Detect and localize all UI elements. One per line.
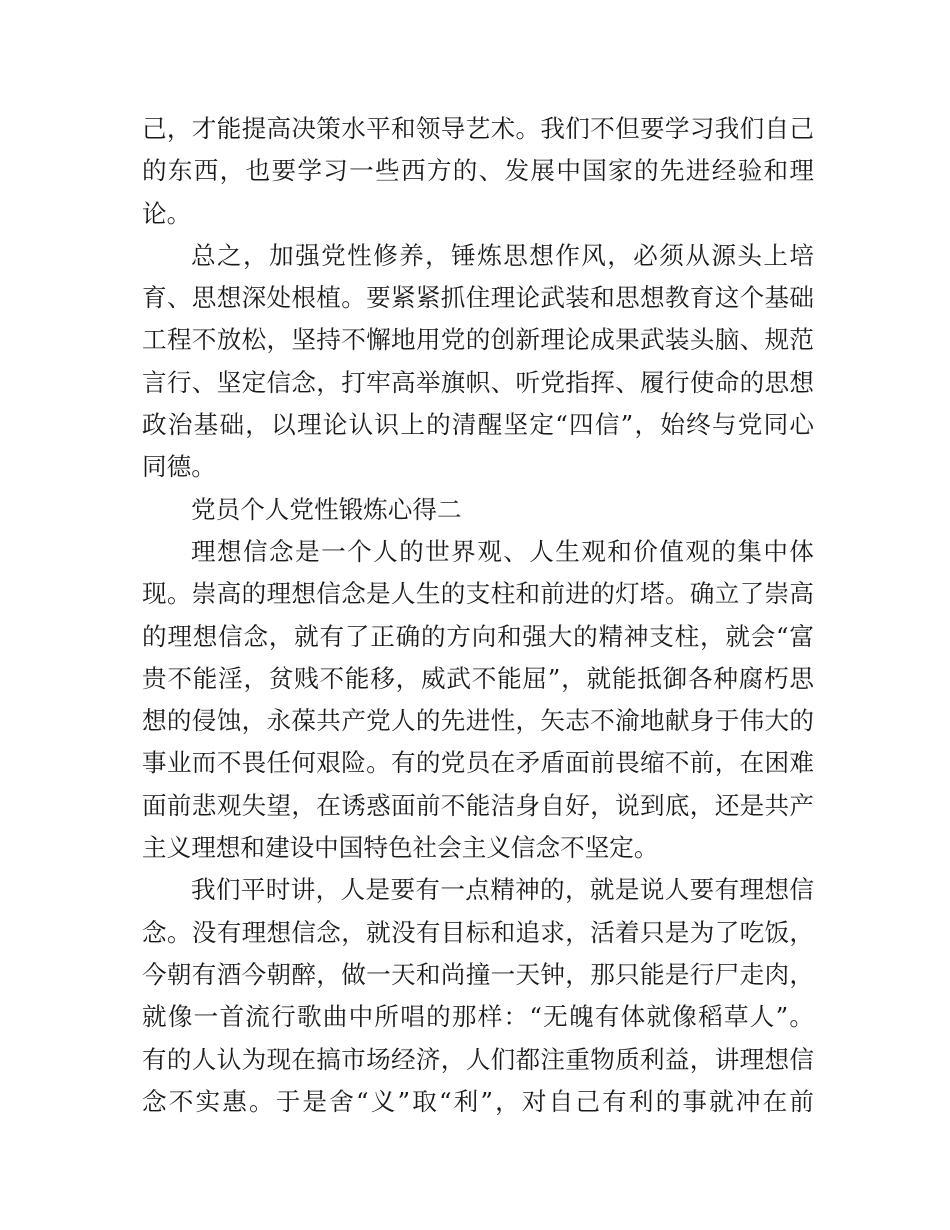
text-line: 念。没有理想信念，就没有目标和追求，活着只是为了吃饭， xyxy=(142,917,814,947)
text-line: 念不实惠。于是舍“义”取“利”，对自己有利的事就冲在前 xyxy=(142,1086,814,1116)
paragraph-start-line: 理想信念是一个人的世界观、人生观和价值观的集中体 xyxy=(191,536,814,566)
paragraph-start-line: 总之，加强党性修养，锤炼思想作风，必须从源头上培 xyxy=(191,240,814,270)
text-line: 的理想信念，就有了正确的方向和强大的精神支柱，就会“富 xyxy=(142,621,814,651)
text-line: 现。崇高的理想信念是人生的支柱和前进的灯塔。确立了崇高 xyxy=(142,579,814,609)
text-line: 贵不能淫，贫贱不能移，威武不能屈”，就能抵御各种腐朽思 xyxy=(142,663,814,693)
text-line: 主义理想和建设中国特色社会主义信念不坚定。 xyxy=(142,833,659,863)
text-line: 论。 xyxy=(142,198,192,228)
text-line: 己，才能提高决策水平和领导艺术。我们不但要学习我们自己 xyxy=(142,114,814,143)
text-line: 有的人认为现在搞市场经济，人们都注重物质利益，讲理想信 xyxy=(142,1044,814,1074)
text-line: 育、思想深处根植。要紧紧抓住理论武装和思想教育这个基础 xyxy=(142,283,814,313)
text-line: 就像一首流行歌曲中所唱的那样：“无魄有体就像稻草人”。 xyxy=(142,1002,814,1032)
text-line: 今朝有酒今朝醉，做一天和尚撞一天钟，那只能是行尸走肉， xyxy=(142,959,814,989)
text-line: 同德。 xyxy=(142,452,216,482)
document-body xyxy=(142,108,814,1123)
text-line: 政治基础，以理论认识上的清醒坚定“四信”，始终与党同心 xyxy=(142,410,814,440)
text-line: 面前悲观失望，在诱惑面前不能洁身自好，说到底，还是共产 xyxy=(142,790,814,820)
paragraph-start-line: 我们平时讲，人是要有一点精神的，就是说人要有理想信 xyxy=(191,875,814,905)
text-line: 工程不放松，坚持不懈地用党的创新理论成果武装头脑、规范 xyxy=(142,325,814,355)
text-line: 想的侵蚀，永葆共产党人的先进性，矢志不渝地献身于伟大的 xyxy=(142,706,814,736)
text-line: 的东西，也要学习一些西方的、发展中国家的先进经验和理 xyxy=(142,156,814,186)
text-line: 言行、坚定信念，打牢高举旗帜、听党指挥、履行使命的思想 xyxy=(142,367,814,397)
text-line: 事业而不畏任何艰险。有的党员在矛盾面前畏缩不前，在困难 xyxy=(142,748,814,778)
section-heading: 党员个人党性锻炼心得二 xyxy=(191,494,462,524)
